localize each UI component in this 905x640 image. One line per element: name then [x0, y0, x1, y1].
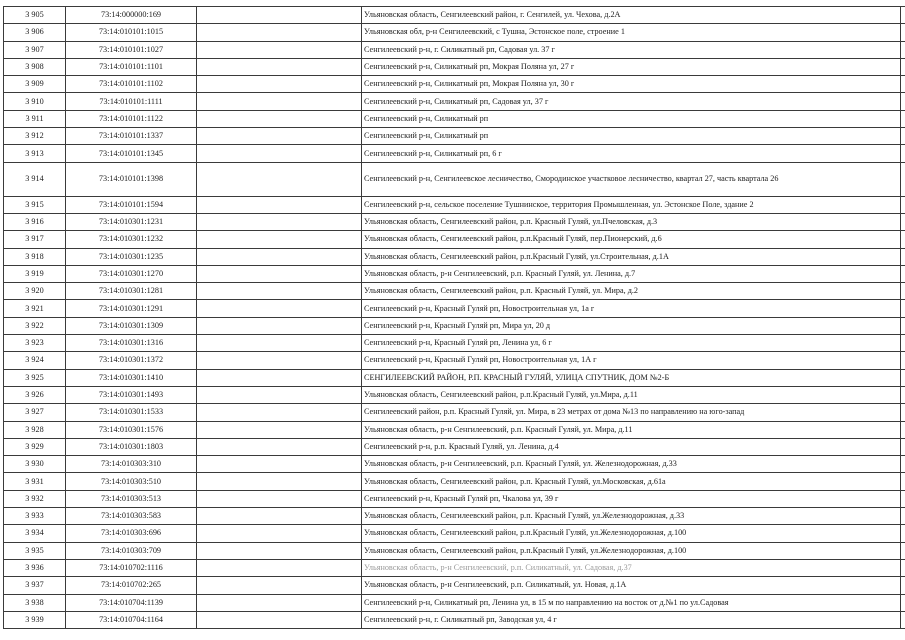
cadastral-number-cell: 73:14:010101:1015 — [66, 24, 197, 41]
address-cell: Сенгилеевский р-н, Красный Гуляй рп, Новостроительная ул, 1а г — [362, 300, 901, 317]
row-number-cell: 3 907 — [4, 41, 66, 58]
row-number-cell: 3 915 — [4, 196, 66, 213]
empty-cell — [901, 300, 905, 317]
cadastral-number-cell: 73:14:010301:1316 — [66, 335, 197, 352]
table-row — [4, 317, 905, 334]
table-row — [4, 283, 905, 300]
empty-cell — [901, 438, 905, 455]
table-row — [4, 369, 905, 386]
empty-cell — [901, 93, 905, 110]
empty-cell — [901, 421, 905, 438]
table-row — [4, 490, 905, 507]
address-cell: Сенгилеевский р-н, г. Силикатный рп, Садовая ул. 37 г — [362, 41, 901, 58]
empty-cell — [901, 508, 905, 525]
cadastral-number-cell: 73:14:010101:1102 — [66, 76, 197, 93]
empty-cell — [901, 265, 905, 282]
row-number-cell: 3 933 — [4, 508, 66, 525]
table-row — [4, 213, 905, 230]
address-cell: Ульяновская область, р-н Сенгилеевский, р.п. Красный Гуляй, ул. Ленина, д.7 — [362, 265, 901, 282]
empty-cell — [901, 196, 905, 213]
cadastral-number-cell: 73:14:010101:1345 — [66, 145, 197, 162]
table-row — [4, 58, 905, 75]
cadastral-number-cell: 73:14:010301:1803 — [66, 438, 197, 455]
cadastral-number-cell: 73:14:010101:1122 — [66, 110, 197, 127]
table-row — [4, 231, 905, 248]
empty-cell — [901, 231, 905, 248]
empty-cell — [197, 404, 362, 421]
table-row — [4, 352, 905, 369]
empty-cell — [197, 213, 362, 230]
empty-cell — [901, 128, 905, 145]
empty-cell — [197, 110, 362, 127]
cadastral-number-cell: 73:14:010101:1111 — [66, 93, 197, 110]
cadastral-number-cell: 73:14:010101:1101 — [66, 58, 197, 75]
address-cell: Сенгилеевский р-н, Силикатный рп, Мокрая Поляна ул, 30 г — [362, 76, 901, 93]
table-row — [4, 611, 905, 628]
empty-cell — [197, 577, 362, 594]
empty-cell — [197, 231, 362, 248]
cadastral-number-cell: 73:14:010301:1533 — [66, 404, 197, 421]
empty-cell — [197, 421, 362, 438]
empty-cell — [901, 352, 905, 369]
empty-cell — [197, 490, 362, 507]
row-number-cell: 3 919 — [4, 265, 66, 282]
table-row — [4, 404, 905, 421]
cadastral-number-cell: 73:14:010301:1309 — [66, 317, 197, 334]
row-number-cell: 3 923 — [4, 335, 66, 352]
address-cell: Сенгилеевский район, р.п. Красный Гуляй, ул. Мира, в 23 метрах от дома №13 по направлению на юго-запад — [362, 404, 901, 421]
row-number-cell: 3 936 — [4, 559, 66, 576]
address-cell: Ульяновская обл, р-н Сенгилеевский, с Тушна, Эстонское поле, строение 1 — [362, 24, 901, 41]
empty-cell — [197, 76, 362, 93]
row-number-cell: 3 931 — [4, 473, 66, 490]
empty-cell — [901, 490, 905, 507]
empty-cell — [197, 559, 362, 576]
empty-cell — [197, 283, 362, 300]
row-number-cell: 3 937 — [4, 577, 66, 594]
row-number-cell: 3 911 — [4, 110, 66, 127]
empty-cell — [901, 145, 905, 162]
empty-cell — [197, 300, 362, 317]
cadastral-number-cell: 73:14:010303:310 — [66, 456, 197, 473]
empty-cell — [197, 508, 362, 525]
empty-cell — [197, 542, 362, 559]
empty-cell — [901, 577, 905, 594]
cadastral-number-cell: 73:14:010303:709 — [66, 542, 197, 559]
property-register-table — [3, 6, 905, 629]
table-row — [4, 508, 905, 525]
empty-cell — [901, 525, 905, 542]
empty-cell — [197, 248, 362, 265]
row-number-cell: 3 912 — [4, 128, 66, 145]
address-cell: Ульяновская область, Сенгилеевский район, р.п. Красный Гуляй, ул.Пчеловская, д.3 — [362, 213, 901, 230]
row-number-cell: 3 935 — [4, 542, 66, 559]
empty-cell — [901, 335, 905, 352]
empty-cell — [197, 162, 362, 196]
table-row — [4, 438, 905, 455]
table-body — [4, 7, 905, 629]
address-cell: Сенгилеевский р-н, р.п. Красный Гуляй, ул. Ленина, д.4 — [362, 438, 901, 455]
address-cell: Сенгилеевский р-н, Силикатный рп, Садовая ул, 37 г — [362, 93, 901, 110]
address-cell: Сенгилеевский р-н, Красный Гуляй рп, Чкалова ул, 39 г — [362, 490, 901, 507]
address-cell: Ульяновская область, р-н Сенгилеевский, р.п. Силикатный, ул. Садовая, д.37 — [362, 559, 901, 576]
table-row — [4, 386, 905, 403]
empty-cell — [197, 41, 362, 58]
empty-cell — [901, 559, 905, 576]
address-cell: Сенгилеевский р-н, сельское поселение Тушнинское, территория Промышленная, ул. Эстонское Поле, здание 2 — [362, 196, 901, 213]
row-number-cell: 3 924 — [4, 352, 66, 369]
empty-cell — [197, 594, 362, 611]
empty-cell — [197, 386, 362, 403]
address-cell: Ульяновская область, Сенгилеевский район, р.п. Красный Гуляй, ул. Мира, д.2 — [362, 283, 901, 300]
empty-cell — [197, 438, 362, 455]
address-cell: Сенгилеевский р-н, Красный Гуляй рп, Новостроительная ул, 1А г — [362, 352, 901, 369]
address-cell: Сенгилеевский р-н, г. Силикатный рп, Заводская ул, 4 г — [362, 611, 901, 628]
empty-cell — [901, 594, 905, 611]
table-row — [4, 300, 905, 317]
address-cell: Сенгилеевский р-н, Сенгилеевское лесничество, Смородинское участковое лесничество, квартал 27, часть квартала 26 — [362, 162, 901, 196]
empty-cell — [197, 456, 362, 473]
cadastral-number-cell: 73:14:010704:1139 — [66, 594, 197, 611]
cadastral-number-cell: 73:14:010301:1372 — [66, 352, 197, 369]
address-cell: Ульяновская область, р-н Сенгилеевский, р.п. Силикатный, ул. Новая, д.1А — [362, 577, 901, 594]
row-number-cell: 3 906 — [4, 24, 66, 41]
address-cell: Ульяновская область, Сенгилеевский район, р.п.Красный Гуляй, ул.Строительная, д.1А — [362, 248, 901, 265]
empty-cell — [197, 317, 362, 334]
address-cell: Ульяновская область, р-н Сенгилеевский, р.п. Красный Гуляй, ул. Железнодорожная, д.33 — [362, 456, 901, 473]
cadastral-number-cell: 73:14:010303:583 — [66, 508, 197, 525]
table-row — [4, 525, 905, 542]
cadastral-number-cell: 73:14:010301:1493 — [66, 386, 197, 403]
cadastral-number-cell: 73:14:010101:1027 — [66, 41, 197, 58]
cadastral-number-cell: 73:14:010702:1116 — [66, 559, 197, 576]
address-cell: Сенгилеевский р-н, Силикатный рп, 6 г — [362, 145, 901, 162]
row-number-cell: 3 939 — [4, 611, 66, 628]
table-row — [4, 594, 905, 611]
address-cell: Сенгилеевский р-н, Силикатный рп — [362, 128, 901, 145]
row-number-cell: 3 909 — [4, 76, 66, 93]
address-cell: Ульяновская область, Сенгилеевский район, р.п.Красный Гуляй, ул.Железнодорожная, д.100 — [362, 542, 901, 559]
empty-cell — [197, 265, 362, 282]
address-cell: Сенгилеевский р-н, Силикатный рп, Мокрая Поляна ул, 27 г — [362, 58, 901, 75]
empty-cell — [901, 456, 905, 473]
row-number-cell: 3 908 — [4, 58, 66, 75]
table-row — [4, 473, 905, 490]
empty-cell — [197, 58, 362, 75]
address-cell: Сенгилеевский р-н, Силикатный рп — [362, 110, 901, 127]
table-row — [4, 41, 905, 58]
row-number-cell: 3 921 — [4, 300, 66, 317]
row-number-cell: 3 920 — [4, 283, 66, 300]
row-number-cell: 3 934 — [4, 525, 66, 542]
address-cell: Сенгилеевский р-н, Силикатный рп, Ленина ул, в 15 м по направлению на восток от д.№1 по ул.Садовая — [362, 594, 901, 611]
address-cell: СЕНГИЛЕЕВСКИЙ РАЙОН, Р.П. КРАСНЫЙ ГУЛЯЙ, УЛИЦА СПУТНИК, ДОМ №2-Б — [362, 369, 901, 386]
table-row — [4, 456, 905, 473]
cadastral-number-cell: 73:14:010301:1235 — [66, 248, 197, 265]
table-row — [4, 110, 905, 127]
table-row — [4, 128, 905, 145]
empty-cell — [901, 317, 905, 334]
cadastral-number-cell: 73:14:010101:1398 — [66, 162, 197, 196]
empty-cell — [197, 145, 362, 162]
empty-cell — [901, 110, 905, 127]
empty-cell — [901, 404, 905, 421]
empty-cell — [901, 76, 905, 93]
cadastral-number-cell: 73:14:010301:1291 — [66, 300, 197, 317]
empty-cell — [901, 473, 905, 490]
empty-cell — [901, 213, 905, 230]
table-row — [4, 145, 905, 162]
cadastral-number-cell: 73:14:010303:696 — [66, 525, 197, 542]
empty-cell — [197, 525, 362, 542]
empty-cell — [197, 7, 362, 24]
row-number-cell: 3 930 — [4, 456, 66, 473]
address-cell: Ульяновская область, Сенгилеевский район, р.п. Красный Гуляй, ул.Железнодорожная, д.33 — [362, 508, 901, 525]
empty-cell — [901, 162, 905, 196]
empty-cell — [901, 24, 905, 41]
table-row — [4, 7, 905, 24]
empty-cell — [901, 58, 905, 75]
cadastral-number-cell: 73:14:010301:1281 — [66, 283, 197, 300]
address-cell: Ульяновская область, Сенгилеевский район, г. Сенгилей, ул. Чехова, д.2А — [362, 7, 901, 24]
address-cell: Ульяновская область, Сенгилеевский район, р.п. Красный Гуляй, ул.Московская, д.61а — [362, 473, 901, 490]
empty-cell — [901, 542, 905, 559]
empty-cell — [197, 473, 362, 490]
row-number-cell: 3 916 — [4, 213, 66, 230]
empty-cell — [197, 369, 362, 386]
row-number-cell: 3 938 — [4, 594, 66, 611]
address-cell: Ульяновская область, р-н Сенгилеевский, р.п. Красный Гуляй, ул. Мира, д.11 — [362, 421, 901, 438]
table-row — [4, 248, 905, 265]
table-row — [4, 24, 905, 41]
row-number-cell: 3 922 — [4, 317, 66, 334]
table-row — [4, 196, 905, 213]
row-number-cell: 3 917 — [4, 231, 66, 248]
table-row — [4, 421, 905, 438]
row-number-cell: 3 929 — [4, 438, 66, 455]
empty-cell — [901, 386, 905, 403]
row-number-cell: 3 927 — [4, 404, 66, 421]
row-number-cell: 3 905 — [4, 7, 66, 24]
cadastral-number-cell: 73:14:010303:510 — [66, 473, 197, 490]
table-row — [4, 577, 905, 594]
empty-cell — [197, 352, 362, 369]
row-number-cell: 3 910 — [4, 93, 66, 110]
table-row — [4, 162, 905, 196]
empty-cell — [197, 335, 362, 352]
row-number-cell: 3 925 — [4, 369, 66, 386]
cadastral-number-cell: 73:14:010303:513 — [66, 490, 197, 507]
cadastral-number-cell: 73:14:010702:265 — [66, 577, 197, 594]
row-number-cell: 3 918 — [4, 248, 66, 265]
cadastral-number-cell: 73:14:000000:169 — [66, 7, 197, 24]
empty-cell — [197, 93, 362, 110]
cadastral-number-cell: 73:14:010301:1270 — [66, 265, 197, 282]
empty-cell — [197, 128, 362, 145]
address-cell: Ульяновская область, Сенгилеевский район, р.п.Красный Гуляй, пер.Пионерский, д.6 — [362, 231, 901, 248]
table-row — [4, 542, 905, 559]
address-cell: Ульяновская область, Сенгилеевский район, р.п.Красный Гуляй, ул.Мира, д.11 — [362, 386, 901, 403]
address-cell: Ульяновская область, Сенгилеевский район, р.п.Красный Гуляй, ул.Железнодорожная, д.100 — [362, 525, 901, 542]
table-row — [4, 93, 905, 110]
empty-cell — [901, 248, 905, 265]
table-row — [4, 76, 905, 93]
cadastral-number-cell: 73:14:010101:1594 — [66, 196, 197, 213]
cadastral-number-cell: 73:14:010301:1576 — [66, 421, 197, 438]
empty-cell — [901, 283, 905, 300]
cadastral-number-cell: 73:14:010301:1410 — [66, 369, 197, 386]
address-cell: Сенгилеевский р-н, Красный Гуляй рп, Мира ул, 20 д — [362, 317, 901, 334]
empty-cell — [901, 41, 905, 58]
row-number-cell: 3 926 — [4, 386, 66, 403]
empty-cell — [197, 196, 362, 213]
address-cell: Сенгилеевский р-н, Красный Гуляй рп, Ленина ул, 6 г — [362, 335, 901, 352]
table-row — [4, 265, 905, 282]
empty-cell — [197, 24, 362, 41]
row-number-cell: 3 914 — [4, 162, 66, 196]
empty-cell — [901, 7, 905, 24]
cadastral-number-cell: 73:14:010301:1232 — [66, 231, 197, 248]
empty-cell — [901, 611, 905, 628]
row-number-cell: 3 913 — [4, 145, 66, 162]
cadastral-number-cell: 73:14:010704:1164 — [66, 611, 197, 628]
table-row — [4, 559, 905, 576]
row-number-cell: 3 928 — [4, 421, 66, 438]
empty-cell — [197, 611, 362, 628]
table-row — [4, 335, 905, 352]
cadastral-number-cell: 73:14:010301:1231 — [66, 213, 197, 230]
empty-cell — [901, 369, 905, 386]
row-number-cell: 3 932 — [4, 490, 66, 507]
cadastral-number-cell: 73:14:010101:1337 — [66, 128, 197, 145]
